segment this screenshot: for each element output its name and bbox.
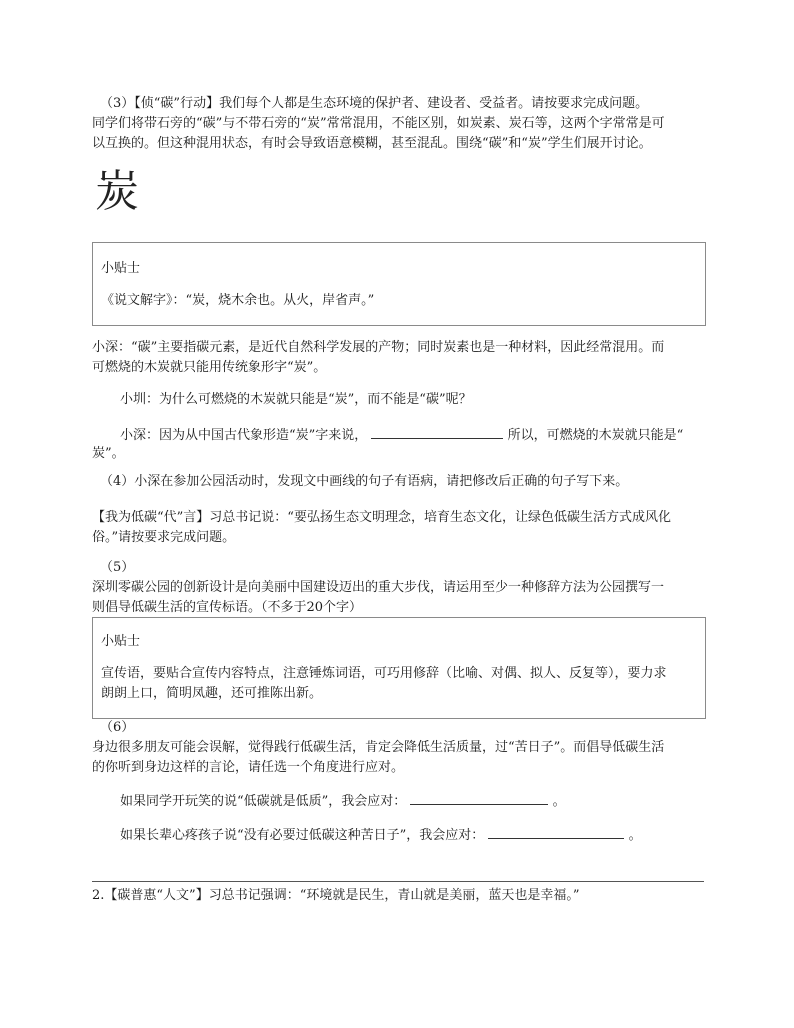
q3-line3: 以互换的。但这种混用状态，有时会导致语意模糊，甚至混乱。围绕“碳”和“炭”学生们展开讨论。 [92,136,652,151]
dialogue-xiaoshen-1a: 小深：“碳”主要指碳元素，是近代自然科学发展的产物；同时炭素也是一种材料，因此经常混用。而 [92,340,665,355]
q3-line1: （3）【侦“碳”行动】我们每个人都是生态环境的保护者、建设者、受益者。请按要求完成问题。 [100,96,649,111]
seal-script-character: 炭 [95,166,139,217]
q6-response-2a: 如果长辈心疼孩子说“没有必要过低碳这种苦日子”，我会应对： [120,828,485,843]
section-divider [92,881,704,882]
q3-line2: 同学们将带石旁的“碳”与不带石旁的“炭”常常混用，不能区别，如炭素、炭石等，这两个字常常是可 [92,116,665,131]
tip-line2: 朗朗上口，简明凤趣，还可推陈出新。 [101,686,323,701]
tip-title: 小贴士 [101,634,141,649]
section-dai-line1: 【我为低碳“代”言】习总书记说：“要弘扬生态文明理念，培育生态文化，让绿色低碳生活方式成风化 [92,510,671,525]
q6-response-1a: 如果同学开玩笑的说“低碳就是低质”，我会应对： [120,794,407,809]
tip-content: 《说文解字》：“炭，烧木余也。从火，岸省声。” [101,293,375,308]
q5-line2: 则倡导低碳生活的宣传标语。（不多于20个字） [92,600,363,615]
tip-title: 小贴士 [101,261,141,276]
q6-response-1b: 。 [552,794,566,809]
dialogue-xiaoshen-2c: 炭”。 [92,446,125,461]
answer-blank-1[interactable] [371,424,503,439]
q6-response-1 [120,790,566,812]
section-dai-line2: 俗。”请按要求完成问题。 [92,530,236,545]
tip-box-shuowen [92,242,706,326]
q6-number: （6） [100,720,135,735]
q6-line1: 身边很多朋友可能会误解，觉得践行低碳生活，肯定会降低生活质量，过“苦日子”。而倡导低碳生活 [92,740,665,755]
dialogue-xiaoshen-1b: 可燃烧的木炭就只能用传统象形字“炭”。 [92,360,327,375]
q6-line2: 的你听到身边这样的言论，请任选一个角度进行应对。 [92,760,405,775]
tip-line1: 宣传语，要贴合宣传内容特点，注意锤炼词语，可巧用修辞（比喻、对偶、拟人、反复等），要力求 [101,666,667,681]
answer-blank-3[interactable] [488,824,624,839]
dialogue-xiaoshen-2a: 小深：因为从中国古代象形造“炭”字来说， [120,428,368,443]
q6-response-2 [120,824,642,846]
dialogue-xiaoshen-2b: 所以，可燃烧的木炭就只能是“ [507,428,684,443]
dialogue-xiaoshen-2 [120,424,683,446]
q5-line1: 深圳零碳公园的创新设计是向美丽中国建设迈出的重大步伐，请运用至少一种修辞方法为公园撰写一 [92,580,665,595]
q2-text: 2.【碳普惠“人文”】习总书记强调：“环境就是民生，青山就是美丽，蓝天也是幸福。” [92,888,580,903]
dialogue-xiaozhen: 小圳：为什么可燃烧的木炭就只能是“炭”，而不能是“碳”呢？ [120,392,472,407]
answer-blank-2[interactable] [410,790,548,805]
q4-text: （4）小深在参加公园活动时，发现文中画线的句子有语病，请把修改后正确的句子写下来。 [100,474,629,489]
q6-response-2b: 。 [628,828,642,843]
q5-number: （5） [100,560,135,575]
tip-box-slogan [92,617,706,719]
